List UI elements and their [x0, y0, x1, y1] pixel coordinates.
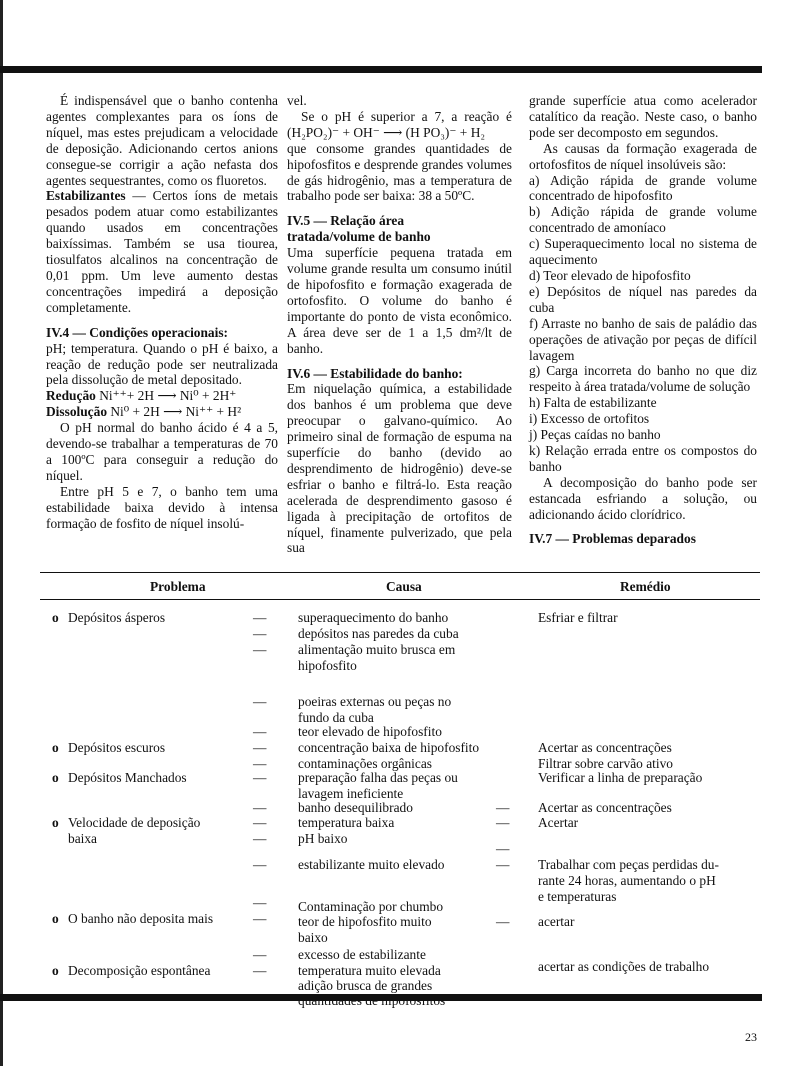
bottom-rule: [0, 994, 762, 1001]
dash: —: [253, 610, 267, 625]
problem-cell: baixa: [68, 831, 97, 846]
list-item: c) Superaquecimento local no sistema de aquecimento: [529, 236, 757, 268]
column-2: [287, 93, 512, 556]
list-item: b) Adição rápida de grande volume concentrado de amoníaco: [529, 204, 757, 236]
cause-cell: temperatura muito elevada: [298, 963, 441, 978]
problem-cell: Depósitos escuros: [68, 740, 166, 755]
bullet: o: [52, 740, 59, 755]
cause-cell: banho desequilibrado: [298, 800, 413, 815]
list-item: f) Arraste no banho de sais de paládio das operações de ativação por peças de difícil lavagem: [529, 315, 757, 363]
problem-cell: Decomposição espontânea: [68, 963, 211, 978]
run-in-heading: Estabilizantes: [46, 188, 126, 204]
dash: —: [253, 694, 267, 709]
dash: —: [253, 756, 267, 771]
bullet: o: [52, 911, 59, 926]
paragraph: É indispensável que o banho contenha agentes complexantes para os íons de níquel, mas estes prejudicam a velocidade de deposição. Adicionando certos anions consegue-se corrigir a ação nefasta dos agentes sequestrantes, como os fluoretos.: [46, 93, 278, 188]
section-heading: IV.6 — Estabilidade do banho:: [287, 365, 463, 381]
remedy-cell: rante 24 horas, aumentando o pH: [538, 873, 716, 888]
dash: —: [253, 911, 267, 926]
equation: [46, 404, 278, 420]
problem-cell: O banho não deposita mais: [68, 911, 214, 926]
cause-cell: preparação falha das peças ou: [298, 770, 458, 785]
cause-cell: pH baixo: [298, 831, 348, 846]
list-item: d) Teor elevado de hipofosfito: [529, 267, 691, 283]
remedy-cell: Filtrar sobre carvão ativo: [538, 756, 673, 771]
problem-cell: Depósitos ásperos: [68, 610, 166, 625]
cause-cell: concentração baixa de hipofosfito: [298, 740, 480, 755]
dash: —: [496, 800, 510, 815]
dash: —: [253, 895, 267, 910]
dash: —: [253, 831, 267, 846]
column-3: [529, 93, 757, 547]
remedy-cell: Acertar as concentrações: [538, 800, 672, 815]
paragraph: As causas da formação exagerada de ortofosfitos de níquel insolúveis são:: [529, 140, 757, 172]
problem-cell: Velocidade de deposição: [68, 815, 201, 830]
equation: [46, 388, 278, 404]
list-item: h) Falta de estabilizante: [529, 395, 657, 411]
paragraph: A decomposição do banho pode ser estancada esfriando a solução, ou adicionando ácido clorídrico.: [529, 474, 757, 522]
remedy-cell: Verificar a linha de preparação: [538, 770, 703, 785]
cause-cell: estabilizante muito elevado: [298, 857, 445, 872]
bullet: o: [52, 815, 59, 830]
remedy-cell: Acertar: [538, 815, 579, 830]
cause-cell: adição brusca de grandes: [298, 978, 433, 993]
cause-cell: excesso de estabilizante: [298, 947, 426, 962]
table-body: [40, 600, 760, 1005]
dash: —: [496, 841, 510, 856]
bullet: o: [52, 610, 59, 625]
dash: —: [253, 770, 267, 785]
dash: —: [253, 857, 267, 872]
paragraph: [46, 188, 278, 315]
cause-cell: fundo da cuba: [298, 710, 374, 725]
cause-cell: hipofosfito: [298, 658, 357, 673]
dash: —: [496, 914, 510, 929]
bullet: o: [52, 770, 59, 785]
bullet: o: [52, 963, 59, 978]
paragraph: O pH normal do banho ácido é 4 a 5, devendo-se trabalhar a temperaturas de 70 a 100ºC para conseguir a redução do níquel.: [46, 420, 278, 483]
paragraph: que consome grandes quantidades de hipofosfitos e desprende grandes volumes de gás hidrogênio, mas a temperatura de trabalho pode ser baixa: 38 a 50ºC.: [287, 140, 512, 204]
section-heading: IV.4 — Condições operacionais:: [46, 324, 229, 340]
cause-cell: temperatura baixa: [298, 815, 395, 830]
dash: —: [253, 815, 267, 830]
paragraph: vel.: [287, 93, 307, 108]
remedy-cell: acertar as condições de trabalho: [538, 959, 710, 974]
cause-cell: Contaminação por chumbo: [298, 899, 444, 914]
cause-cell: teor de hipofosfito muito: [298, 914, 432, 929]
section-heading: IV.5 — Relação área: [287, 213, 405, 229]
dash: —: [253, 724, 267, 739]
remedy-cell: Trabalhar com peças perdidas du-: [538, 857, 719, 872]
problem-cell: Depósitos Manchados: [68, 770, 187, 785]
column-header-remedio: Remédio: [620, 579, 671, 594]
equation-text: Ni⁰ + 2H ⟶ Ni⁺⁺ + H²: [107, 404, 242, 420]
column-header-causa: Causa: [386, 579, 422, 594]
dash: —: [253, 642, 267, 657]
list-item: e) Depósitos de níquel nas paredes da cuba: [529, 283, 757, 315]
section-heading: IV.7 — Problemas deparados: [529, 531, 696, 547]
list-item: a) Adição rápida de grande volume concentrado de hipofosfito: [529, 172, 757, 204]
paragraph: Entre pH 5 e 7, o banho tem uma estabilidade baixa devido à intensa formação de fosfito de níquel insolú-: [46, 483, 278, 531]
column-1: [46, 93, 278, 531]
column-header-problema: Problema: [150, 579, 206, 594]
paragraph: pH; temperatura. Quando o pH é baixo, a reação de redução pode ser neutralizada pela dissolução de metal depositado.: [46, 340, 278, 388]
dash: —: [496, 815, 510, 830]
list-item: i) Excesso de ortofitos: [529, 411, 650, 427]
paragraph: Uma superfície pequena tratada em volume grande resulta um consumo inútil de hipofosfito e formação exagerada de ortofosfito. O volume do banho é importante do ponto de vista econômico. A área deve ser de 1 a 1,5 dm²/lt de banho.: [287, 245, 512, 356]
top-rule: [0, 66, 762, 73]
dash: —: [253, 947, 267, 962]
cause-cell: contaminações orgânicas: [298, 756, 432, 771]
page-number: 23: [745, 1030, 757, 1044]
problems-table: [40, 572, 760, 1005]
dash: —: [496, 857, 510, 872]
equation-text: Ni⁺⁺+ 2H ⟶ Ni⁰ + 2H⁺: [95, 388, 237, 404]
equation-label: Redução: [46, 388, 96, 404]
section-heading: tratada/volume de banho: [287, 229, 431, 245]
paragraph-text: — Certos íons de metais pesados podem atuar como estabilizantes quando usados em concentrações baixíssimas. Também se usa tiourea, tiosulfatos alcalinos na concentração de 0,01 ppm. Um leve aumento destas concentrações impedirá a deposição completamente.: [46, 188, 278, 315]
equation-label: Dissolução: [46, 404, 108, 420]
cause-cell: lavagem ineficiente: [298, 786, 404, 801]
dash: —: [253, 626, 267, 641]
paragraph: Se o pH é superior a 7, a reação é (H₂PO₂)⁻ + OH⁻ ⟶ (H PO₃)⁻ + H₂: [287, 108, 512, 140]
remedy-cell: Acertar as concentrações: [538, 740, 672, 755]
cause-cell: depósitos nas paredes da cuba: [298, 626, 459, 641]
paragraph: grande superfície atua como acelerador catalítico da reação. Neste caso, o banho pode ser decomposto em segundos.: [529, 93, 757, 140]
cause-cell: baixo: [298, 930, 328, 945]
dash: —: [253, 963, 267, 978]
table-header: [40, 572, 760, 600]
dash: —: [253, 800, 267, 815]
left-edge-line: [0, 0, 3, 1066]
cause-cell: superaquecimento do banho: [298, 610, 449, 625]
paragraph: Em niquelação química, a estabilidade dos banhos é um problema que deve preocupar o galvano-químico. Ao primeiro sinal de formação de espuma na superfície do banho (devido ao desprendimento de hidrogênio) deve-se esfriar o banho e filtrá-lo. Esta reação acelerada de desprendimento gasoso é ligada à precipitação de ortofitos de níquel, finamente pulverizado, que pela sua: [287, 381, 512, 556]
dash: —: [253, 740, 267, 755]
remedy-cell: e temperaturas: [538, 889, 617, 904]
remedy-cell: acertar: [538, 914, 575, 929]
remedy-cell: Esfriar e filtrar: [538, 610, 618, 625]
cause-cell: teor elevado de hipofosfito: [298, 724, 442, 739]
list-item: g) Carga incorreta do banho no que diz respeito à área tratada/volume de solução: [529, 363, 757, 395]
cause-cell: alimentação muito brusca em: [298, 642, 456, 657]
list-item: k) Relação errada entre os compostos do banho: [529, 442, 757, 474]
list-item: j) Peças caídas no banho: [529, 427, 661, 443]
cause-cell: poeiras externas ou peças no: [298, 694, 452, 709]
